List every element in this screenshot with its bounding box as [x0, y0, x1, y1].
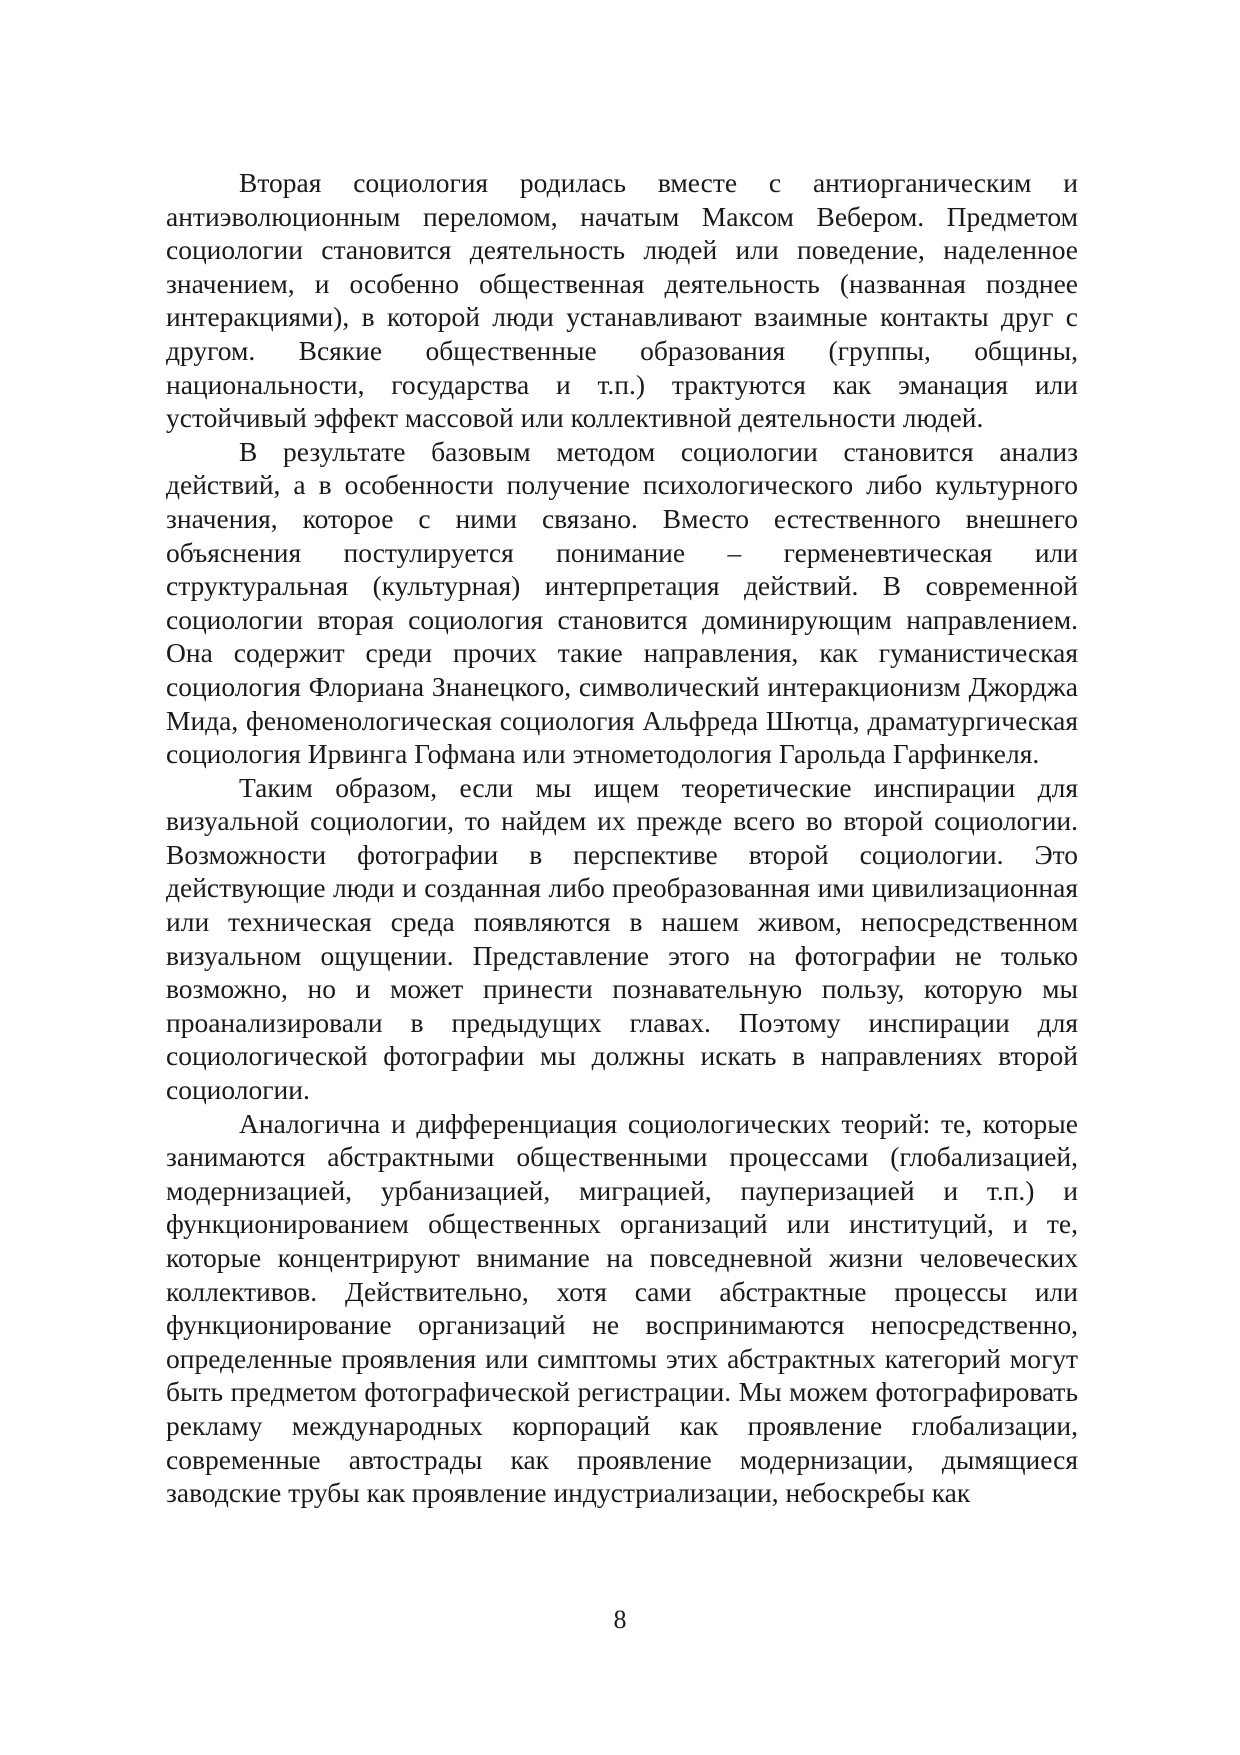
paragraph-1: Вторая социология родилась вместе с антиорганическим и антиэволюционным переломом, начатым Максом Вебером. Предметом социологии становится деятельность людей или поведение, наделенное значением, и особенно общественная деятельность (названная позднее интеракциями), в которой люди устанавливают взаимные контакты друг с другом. Всякие общественные образования (группы, общины, национальности, государства и т.п.) трактуются как эманация или устойчивый эффект массовой или коллективной деятельности людей. — [166, 167, 1078, 434]
paragraph-4: Аналогична и дифференциация социологических теорий: те, которые занимаются абстрактными общественными процессами (глобализацией, модернизацией, урбанизацией, миграцией, пауперизацией и т.п.) и функционированием общественных организаций или институций, и те, которые концентрируют внимание на повседневной жизни человеческих коллективов. Действительно, хотя сами абстрактные процессы или функционирование организаций не воспринимаются непосредственно, определенные проявления или симптомы этих абстрактных категорий могут быть предметом фотографической регистрации. Мы можем фотографировать рекламу международных корпораций как проявление глобализации, современные автострады как проявление модернизации, дымящиеся заводские трубы как проявление индустриализации, небоскребы как — [166, 1107, 1078, 1509]
body-text — [166, 166, 1078, 1510]
paragraph-3: Таким образом, если мы ищем теоретические инспирации для визуальной социологии, то найдем их прежде всего во второй социологии. Возможности фотографии в перспективе второй социологии. Это действующие люди и созданная либо преобразованная ими цивилизационная или техническая среда появляются в нашем живом, непосредственном визуальном ощущении. Представление этого на фотографии не только возможно, но и может принести познавательную пользу, которую мы проанализировали в предыдущих главах. Поэтому инспирации для социологической фотографии мы должны искать в направлениях второй социологии. — [166, 771, 1078, 1106]
page-number: 8 — [613, 1605, 627, 1634]
paragraph-2: В результате базовым методом социологии становится анализ действий, а в особенности получение психологического либо культурного значения, которое с ними связано. Вместо естественного внешнего объяснения постулируется понимание – герменевтическая или структуральная (культурная) интерпретация действий. В современной социологии вторая социология становится доминирующим направлением. Она содержит среди прочих такие направления, как гуманистическая социология Флориана Знанецкого, символический интеракционизм Джорджа Мида, феноменологическая социология Альфреда Шютца, драматургическая социология Ирвинга Гофмана или этнометодология Гарольда Гарфинкеля. — [166, 435, 1078, 770]
